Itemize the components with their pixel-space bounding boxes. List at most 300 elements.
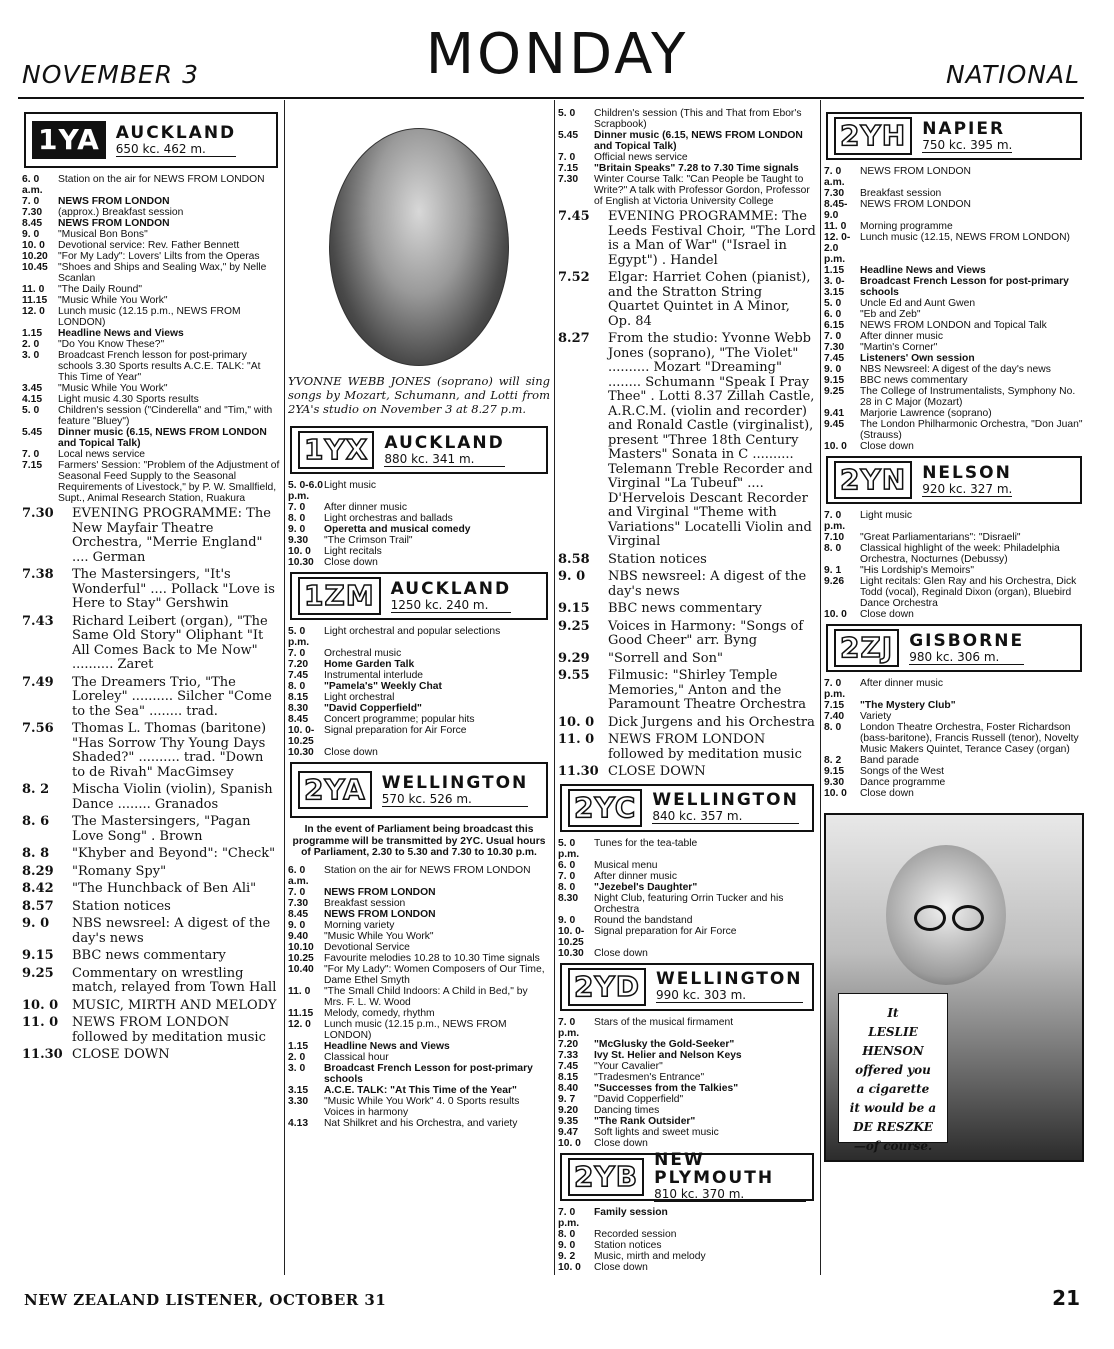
schedule-item — [824, 188, 1084, 199]
schedule-item — [22, 229, 280, 240]
schedule-item — [22, 295, 280, 306]
parliament-note: In the event of Parliament being broadcast this programme will be transmitted by 2YC. Usual hours of Parliament, 2.30 to 5.30 and 7.30 to 10.30 p.m. — [292, 824, 546, 858]
schedule-description: The Dreamers Trio, "The Loreley" .......... Silcher "Come to the Sea" ........ trad. — [72, 674, 272, 719]
schedule-description: The College of Instrumentalists, Symphony No. 28 in C Major (Mozart) — [860, 386, 1076, 408]
schedule-item — [558, 948, 816, 959]
schedule-description: BBC news commentary — [608, 601, 762, 616]
station-logo: 2YC — [568, 789, 642, 827]
schedule-item — [824, 576, 1084, 609]
schedule-time: 5. 0-6.0 p.m. — [288, 480, 323, 502]
schedule-list — [22, 174, 280, 504]
schedule-description: "Khyber and Beyond": "Check" — [72, 846, 276, 861]
station-city: AUCKLAND — [384, 432, 505, 453]
schedule-item — [824, 221, 1084, 232]
schedule-description: Lunch music (12.15 p.m., NEWS FROM LONDON) — [58, 306, 241, 328]
network-label: NATIONAL — [945, 60, 1080, 89]
schedule-item — [22, 174, 280, 196]
schedule-item — [288, 865, 550, 887]
station-city: NEW PLYMOUTH — [654, 1150, 775, 1188]
schedule-time: 9. 0 — [22, 916, 50, 931]
schedule-time: 3. 0 — [22, 350, 40, 361]
schedule-description: Round the bandstand — [594, 914, 693, 926]
schedule-time: 7.45 — [288, 670, 309, 681]
schedule-description: Close down — [860, 441, 914, 452]
station-header-2yc — [560, 784, 814, 832]
schedule-time: 8. 6 — [22, 814, 50, 829]
schedule-time: 7.45 — [824, 353, 845, 364]
station-city: AUCKLAND — [115, 122, 237, 143]
station-frequency: 980 kc. 306 m. — [909, 650, 1024, 665]
schedule-time: 8.45 — [288, 908, 309, 920]
schedule-item — [824, 609, 1084, 620]
schedule-time: 11. 0 — [288, 985, 311, 997]
schedule-item — [22, 847, 280, 862]
spectacles-icon — [952, 905, 984, 931]
schedule-time: 5. 0 — [558, 108, 576, 119]
schedule-description: NEWS FROM LONDON and Topical Talk — [860, 320, 1047, 331]
advert-portrait — [886, 845, 1006, 985]
publication-footer: NEW ZEALAND LISTENER, OCTOBER 31 — [24, 1291, 387, 1309]
schedule-item — [558, 163, 816, 174]
schedule-description: Home Garden Talk — [324, 659, 415, 670]
schedule-time: 9.30 — [824, 777, 845, 788]
schedule-item — [558, 108, 816, 130]
schedule-time: 9. 0 — [22, 229, 40, 240]
schedule-description: NEWS FROM LONDON — [58, 196, 170, 207]
schedule-description: Elgar: Harriet Cohen (pianist), and the Stratton String Quartet Quintet in A Minor, Op. 84 — [608, 270, 811, 329]
schedule-description: "The Mystery Club" — [860, 700, 956, 711]
schedule-time: 10. 0-10.25 — [288, 725, 315, 747]
schedule-description: Station on the air for NEWS FROM LONDON — [58, 174, 265, 185]
schedule-description: "The Crimson Trail" — [324, 535, 413, 546]
schedule-item — [558, 1105, 816, 1116]
schedule-item — [558, 1229, 816, 1240]
schedule-description: Morning variety — [324, 919, 395, 931]
schedule-item — [288, 659, 550, 670]
schedule-time: 9. 2 — [558, 1250, 576, 1262]
schedule-description: NEWS FROM LONDON — [324, 908, 436, 920]
schedule-time: 7.52 — [558, 270, 590, 285]
schedule-description: Soft lights and sweet music — [594, 1126, 719, 1138]
schedule-description: The Mastersingers, "Pagan Love Song" . Brown — [72, 814, 251, 844]
schedule-item — [22, 815, 280, 844]
schedule-item — [288, 964, 550, 986]
schedule-item — [558, 602, 816, 617]
schedule-item — [288, 535, 550, 546]
schedule-item — [558, 332, 816, 550]
schedule-time: 8.30 — [288, 703, 309, 714]
station-logo: 2YB — [568, 1158, 644, 1196]
schedule-time: 9. 0 — [824, 364, 842, 375]
schedule-time: 7. 0 — [288, 886, 306, 898]
schedule-item — [288, 692, 550, 703]
schedule-list — [558, 1207, 816, 1273]
schedule-item — [824, 700, 1084, 711]
schedule-item — [288, 546, 550, 557]
schedule-time: 9.15 — [558, 601, 590, 616]
schedule-item — [288, 898, 550, 909]
schedule-description: Close down — [324, 557, 378, 568]
header-rule — [18, 97, 1084, 99]
advert-line: It — [887, 1006, 899, 1020]
schedule-description: Musical menu — [594, 859, 658, 871]
schedule-description: Signal preparation for Air Force — [594, 925, 737, 937]
schedule-time: 7.49 — [22, 674, 54, 690]
schedule-description: After dinner music — [860, 678, 943, 689]
schedule-description: Melody, comedy, rhythm — [324, 1007, 435, 1019]
schedule-description: NEWS FROM LONDON — [860, 199, 971, 210]
schedule-time: 8. 0 — [288, 513, 306, 524]
schedule-item — [824, 722, 1084, 755]
station-city: AUCKLAND — [390, 578, 512, 599]
schedule-item — [824, 711, 1084, 722]
schedule-description: Stars of the musical firmament — [594, 1016, 734, 1028]
schedule-description: NEWS FROM LONDON followed by meditation music — [608, 732, 802, 762]
schedule-description: Headline News and Views — [324, 1040, 450, 1052]
schedule-description: Lunch music (12.15, NEWS FROM LONDON) — [860, 232, 1070, 243]
schedule-time: 6.15 — [824, 320, 845, 331]
schedule-description: Devotional Service — [324, 941, 410, 953]
schedule-item — [558, 1127, 816, 1138]
schedule-description: Breakfast session — [860, 188, 942, 199]
schedule-item — [288, 920, 550, 931]
station-logo: 1YX — [298, 431, 374, 469]
schedule-item — [288, 714, 550, 725]
schedule-time: 10. 0 — [22, 240, 45, 251]
schedule-time: 3.15 — [288, 1084, 309, 1096]
schedule-description: Classical hour — [324, 1051, 389, 1063]
station-frequency: 1250 kc. 240 m. — [391, 598, 511, 613]
schedule-description: "Music While You Work" 4. 0 Sports results Voices in harmony — [324, 1095, 520, 1118]
column-divider — [554, 100, 555, 1275]
schedule-time: 8.15 — [558, 1071, 579, 1083]
schedule-time: 8. 0 — [558, 1228, 576, 1240]
schedule-description: Classical highlight of the week: Philadelphia Orchestra, Nocturnes (Debussy) — [860, 543, 1060, 565]
schedule-time: 4.15 — [22, 394, 43, 405]
spectacles-icon — [914, 905, 946, 931]
schedule-time: 3.30 — [288, 1095, 309, 1107]
schedule-description: EVENING PROGRAMME: The Leeds Festival Choir, "The Lord is a Man of War" ("Israel in Egypt") . Handel — [608, 209, 816, 268]
schedule-description: Close down — [324, 747, 378, 758]
schedule-time: 9. 0 — [558, 914, 576, 926]
schedule-item — [824, 298, 1084, 309]
schedule-time: 9. 0 — [558, 1239, 576, 1251]
station-city: WELLINGTON — [652, 790, 799, 810]
schedule-description: Thomas L. Thomas (baritone) "Has Sorrow Thy Young Days Shaded?" .......... trad. "Down to de Rivah" MacGimsey — [72, 721, 267, 780]
schedule-item — [824, 375, 1084, 386]
schedule-item — [22, 383, 280, 394]
schedule-list — [288, 480, 550, 568]
schedule-description: Variety — [860, 711, 892, 722]
schedule-time: 10. 0 — [824, 441, 847, 452]
station-frequency: 880 kc. 341 m. — [384, 452, 504, 467]
schedule-time: 8.40 — [558, 1082, 579, 1094]
schedule-item — [22, 251, 280, 262]
schedule-description: A.C.E. TALK: "At This Time of the Year" — [324, 1084, 517, 1096]
schedule-item — [288, 1085, 550, 1096]
schedule-item — [288, 1118, 550, 1129]
schedule-item — [288, 1096, 550, 1118]
schedule-item — [558, 893, 816, 915]
schedule-list — [558, 1017, 816, 1149]
schedule-time: 8.15 — [288, 692, 309, 703]
page-number: 21 — [1052, 1286, 1080, 1310]
schedule-item — [22, 240, 280, 251]
schedule-time: 8.29 — [22, 863, 54, 879]
schedule-time: 11.15 — [22, 295, 48, 306]
schedule-item — [824, 755, 1084, 766]
schedule-time: 10.45 — [22, 262, 48, 273]
schedule-item — [558, 1251, 816, 1262]
schedule-item — [558, 1061, 816, 1072]
schedule-time: 7.30 — [824, 342, 845, 353]
schedule-time: 6. 0 a.m. — [288, 864, 309, 887]
schedule-time: 9. 0 — [288, 524, 306, 535]
schedule-item — [558, 620, 816, 649]
schedule-time: 7.33 — [558, 1049, 579, 1061]
schedule-item — [288, 1052, 550, 1063]
schedule-item — [824, 342, 1084, 353]
schedule-description: Instrumental interlude — [324, 670, 424, 681]
schedule-time: 2. 0 — [22, 339, 40, 350]
schedule-description: Light music 4.30 Sports results — [58, 394, 199, 405]
schedule-time: 9.25 — [824, 386, 845, 397]
schedule-item — [824, 788, 1084, 799]
column-1yA — [22, 108, 280, 1278]
schedule-time: 9.35 — [558, 1115, 579, 1127]
schedule-description: Farmers' Session: "Problem of the Adjustment of Seasonal Feed Supply to the Seasonal Requirements of Livestock," by P. W. Smallfield, Supt., Animal Research Station, Ruakura — [58, 460, 280, 504]
schedule-time: 8. 0 — [558, 881, 576, 893]
schedule-time: 10. 0 — [558, 1261, 581, 1273]
schedule-description: Children's session (This and That from Ebor's Scrapbook) — [594, 108, 802, 130]
schedule-description: NBS Newsreel: A digest of the day's news — [860, 364, 1051, 375]
schedule-item — [558, 669, 816, 713]
schedule-time: 7.40 — [824, 711, 845, 722]
schedule-item — [22, 405, 280, 427]
schedule-item — [558, 1116, 816, 1127]
schedule-item — [288, 747, 550, 758]
schedule-description: Local news service — [58, 449, 145, 460]
schedule-time: 7. 0 p.m. — [558, 1016, 580, 1039]
station-city: NAPIER — [922, 118, 1006, 139]
station-logo: 1YA — [32, 121, 106, 159]
advert-line: offered you — [855, 1063, 931, 1077]
schedule-time: 8. 0 — [824, 722, 842, 733]
schedule-item — [22, 449, 280, 460]
schedule-item — [824, 353, 1084, 364]
schedule-item — [558, 1083, 816, 1094]
schedule-time: 7.10 — [824, 532, 845, 543]
schedule-description: Morning programme — [860, 221, 953, 232]
schedule-item — [824, 386, 1084, 408]
schedule-time: 8.42 — [22, 881, 54, 896]
schedule-item — [558, 1240, 816, 1251]
schedule-description: "Martin's Corner" — [860, 342, 938, 353]
schedule-item — [288, 887, 550, 898]
schedule-description: "Jezebel's Daughter" — [594, 881, 698, 893]
schedule-time: 7.30 — [22, 207, 43, 218]
schedule-time: 10. 0 — [558, 714, 595, 730]
schedule-description: CLOSE DOWN — [608, 764, 706, 779]
station-frequency: 920 kc. 327 m. — [922, 481, 1013, 496]
schedule-description: "David Copperfield" — [324, 703, 422, 714]
schedule-time: 7.20 — [558, 1038, 579, 1050]
schedule-item — [824, 543, 1084, 565]
schedule-description: "Sorrell and Son" — [608, 650, 723, 666]
schedule-time: 9.47 — [558, 1126, 579, 1138]
schedule-item — [558, 570, 816, 599]
schedule-item — [288, 1019, 550, 1041]
schedule-item — [824, 419, 1084, 441]
schedule-time: 11. 0 — [558, 732, 595, 747]
station-header-2yn — [826, 456, 1082, 504]
schedule-item — [288, 986, 550, 1008]
schedule-item — [22, 262, 280, 284]
schedule-time: 7.56 — [22, 721, 54, 736]
schedule-description: Signal preparation for Air Force — [324, 725, 467, 736]
schedule-description: Dancing times — [594, 1104, 660, 1116]
schedule-time: 7.30 — [824, 188, 845, 199]
schedule-description: Recorded session — [594, 1228, 677, 1240]
station-frequency: 750 kc. 395 m. — [922, 137, 1013, 152]
schedule-time: 5. 0 — [22, 405, 40, 416]
schedule-time: 7.30 — [288, 897, 309, 909]
schedule-time: 5. 0 p.m. — [558, 837, 580, 860]
schedule-item — [288, 480, 550, 502]
schedule-time: 9.15 — [824, 375, 845, 386]
schedule-time: 7. 0 — [558, 870, 576, 882]
advert-line: HENSON — [862, 1044, 924, 1058]
schedule-item — [288, 557, 550, 568]
schedule-item — [558, 652, 816, 667]
schedule-description: Lunch music (12.15 p.m., NEWS FROM LONDON) — [324, 1018, 507, 1041]
schedule-time: 9.15 — [824, 766, 845, 777]
schedule-time: 9.25 — [558, 618, 590, 634]
schedule-time: 5.45 — [22, 427, 43, 438]
station-logo: 2YN — [834, 461, 912, 499]
schedule-time: 9.20 — [558, 1104, 579, 1116]
cigarette-advertisement — [824, 813, 1084, 1162]
schedule-item — [824, 510, 1084, 532]
schedule-description: "Music While You Work" — [58, 383, 168, 394]
advert-line: —of course. — [853, 1139, 933, 1153]
schedule-time: 11. 0 — [824, 221, 847, 232]
schedule-description: Favourite melodies 10.28 to 10.30 Time signals — [324, 952, 540, 964]
schedule-description: "Successes from the Talkies" — [594, 1082, 739, 1094]
schedule-description: Uncle Ed and Aunt Gwen — [860, 298, 976, 309]
schedule-time: 8.45 — [288, 714, 309, 725]
schedule-description: After dinner music — [860, 331, 943, 342]
schedule-list — [824, 510, 1084, 620]
schedule-list — [288, 626, 550, 758]
column-2 — [288, 108, 550, 1278]
schedule-description: Music, mirth and melody — [594, 1250, 706, 1262]
schedule-description: The London Philharmonic Orchestra, "Don Juan" (Strauss) — [860, 419, 1083, 441]
schedule-description: EVENING PROGRAMME: The New Mayfair Theatre Orchestra, "Merrie England" .... German — [72, 506, 271, 565]
schedule-item — [288, 1041, 550, 1052]
schedule-item — [558, 1138, 816, 1149]
schedule-description: Richard Leibert (organ), "The Same Old Story" Oliphant "It All Comes Back to Me Now" .......... Zaret — [72, 613, 268, 672]
schedule-time: 7. 0 — [558, 152, 576, 163]
schedule-time: 3. 0-3.15 — [824, 276, 845, 298]
advert-line: LESLIE — [868, 1025, 918, 1039]
schedule-time: 8.57 — [22, 898, 54, 914]
schedule-time: 7.15 — [558, 163, 579, 174]
schedule-time: 8. 0 — [824, 543, 842, 554]
schedule-list — [558, 838, 816, 959]
schedule-item — [824, 565, 1084, 576]
schedule-item — [288, 626, 550, 648]
station-city: GISBORNE — [909, 630, 1025, 651]
schedule-item — [22, 284, 280, 295]
schedule-item — [558, 130, 816, 152]
schedule-item — [824, 408, 1084, 419]
schedule-item — [22, 568, 280, 612]
schedule-time: 9. 0 — [288, 919, 306, 931]
schedule-description: "Romany Spy" — [72, 863, 167, 879]
schedule-description: "Tradesmen's Entrance" — [594, 1071, 705, 1083]
schedule-time: 9.30 — [288, 535, 309, 546]
schedule-description: Close down — [594, 1261, 648, 1273]
schedule-description: Station on the air for NEWS FROM LONDON — [324, 864, 531, 876]
schedule-description: Headline News and Views — [860, 265, 986, 276]
schedule-description: "For My Lady": Lovers' Lilts from the Operas — [58, 251, 260, 262]
schedule-description: Light recitals — [324, 546, 382, 557]
schedule-description: Operetta and musical comedy — [324, 524, 471, 535]
schedule-item — [558, 838, 816, 860]
schedule-time: 9.25 — [22, 965, 54, 981]
schedule-item — [558, 271, 816, 329]
schedule-item — [288, 725, 550, 747]
schedule-time: 10.30 — [288, 557, 314, 568]
schedule-description: BBC news commentary — [860, 375, 968, 386]
schedule-time: 9.45 — [824, 419, 845, 430]
column-3 — [558, 108, 816, 1278]
advert-line: DE RESZKE — [853, 1120, 933, 1134]
schedule-item — [558, 1262, 816, 1273]
schedule-description: Dinner music (6.15, NEWS FROM LONDON and Topical Talk) — [594, 130, 803, 152]
schedule-description: "Your Cavalier" — [594, 1060, 663, 1072]
schedule-item — [824, 320, 1084, 331]
evening-programme — [558, 210, 816, 780]
schedule-time: 11.30 — [22, 1047, 63, 1062]
schedule-list — [824, 166, 1084, 452]
schedule-item — [22, 1016, 280, 1045]
schedule-item — [558, 210, 816, 268]
schedule-description: Concert programme; popular hits — [324, 714, 475, 725]
schedule-time: 8. 2 — [824, 755, 842, 766]
station-logo: 2ZJ — [834, 629, 899, 667]
schedule-time: 7. 0 p.m. — [824, 678, 846, 700]
schedule-item — [22, 196, 280, 207]
schedule-description: "The Rank Outsider" — [594, 1115, 696, 1127]
schedule-time: 5. 0 — [824, 298, 842, 309]
schedule-item — [824, 232, 1084, 265]
schedule-time: 7.45 — [558, 1060, 579, 1072]
schedule-time: 11.15 — [288, 1007, 314, 1019]
schedule-item — [824, 532, 1084, 543]
column-divider — [284, 100, 285, 1275]
schedule-item — [558, 1207, 816, 1229]
schedule-item — [558, 1039, 816, 1050]
schedule-time: 10. 0 — [558, 1137, 581, 1149]
schedule-time: 7.30 — [558, 174, 579, 185]
schedule-item — [22, 306, 280, 328]
schedule-time: 10.20 — [22, 251, 48, 262]
schedule-item — [824, 678, 1084, 700]
station-header-1yx — [290, 426, 548, 474]
issue-date: NOVEMBER 3 — [22, 60, 200, 89]
